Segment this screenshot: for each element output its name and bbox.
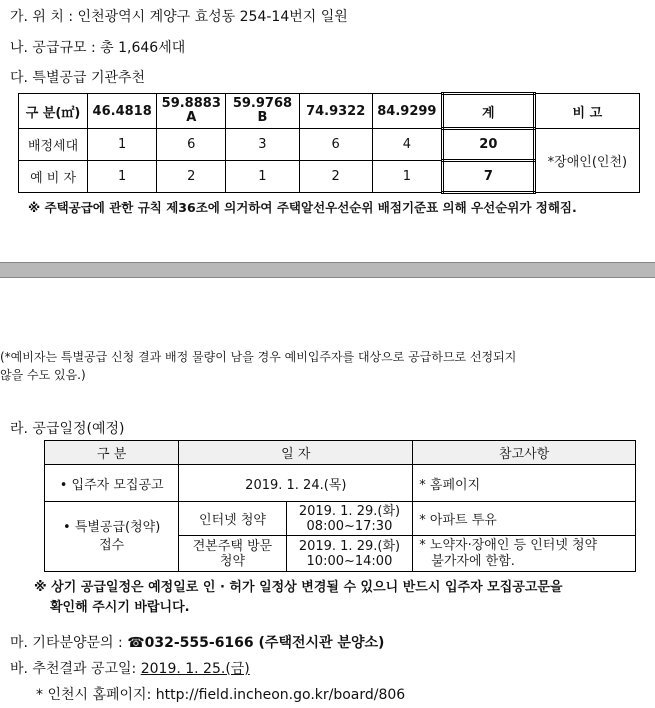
remark-header: 비 고 xyxy=(534,94,639,129)
size-46: 46.4818 xyxy=(88,94,157,129)
schedule-table xyxy=(44,440,636,572)
unit-allocation-table xyxy=(18,92,640,194)
cell: 4 xyxy=(372,129,442,161)
row2-label xyxy=(45,502,179,572)
sub2-date-line1: 2019. 1. 29.(화) xyxy=(298,538,401,554)
location-line: 가. 위 치 : 인천광역시 계양구 효성동 254-14번지 일원 xyxy=(10,9,348,25)
cell: 1 xyxy=(372,161,442,193)
sub1-method: 인터넷 청약 xyxy=(179,502,286,536)
col-category: 구 분 xyxy=(45,441,179,465)
total-reserve: 7 xyxy=(442,161,534,193)
inquiry-label: 마. 기타분양문의 : xyxy=(10,635,128,651)
total-assigned: 20 xyxy=(442,129,534,161)
row-label-reserve: 예 비 자 xyxy=(19,161,88,193)
sub2-note-line1: * 노약자·장애인 등 인터넷 청약 xyxy=(419,537,598,553)
announcement-line xyxy=(10,658,250,678)
sub2-date-line2: 10:00~14:00 xyxy=(306,553,393,569)
total-header: 계 xyxy=(442,94,534,129)
size-84: 84.9299 xyxy=(372,94,442,129)
size-59a: 59.8883 A xyxy=(157,94,226,129)
row2-label-line2: 접수 xyxy=(99,537,125,553)
priority-note: ※ 주택공급에 관한 규칙 제36조에 의거하여 주택알선우선순위 배점기준표 의해 우선순위가 정해짐. xyxy=(28,200,577,215)
size-74: 74.9322 xyxy=(299,94,372,129)
sub2-note-line2: 불가자에 한함. xyxy=(431,553,515,569)
sub1-date-line2: 08:00~17:30 xyxy=(306,518,393,534)
sub2-date xyxy=(286,536,413,572)
cell: 1 xyxy=(226,161,299,193)
sub1-date xyxy=(286,502,413,536)
row1-label: • 입주자 모집공고 xyxy=(45,465,179,502)
cell: 2 xyxy=(299,161,372,193)
homepage-line[interactable]: * 인천시 홈페이지: http://field.incheon.go.kr/board/806 xyxy=(36,687,406,703)
cell: 2 xyxy=(157,161,226,193)
inquiry-phone[interactable]: ☎032-555-6166 (주택전시관 분양소) xyxy=(127,635,385,651)
page-divider xyxy=(0,262,655,278)
cell: 3 xyxy=(226,129,299,161)
announcement-label: 바. 추천결과 공고일: xyxy=(10,661,141,677)
row1-date: 2019. 1. 24.(목) xyxy=(179,465,413,502)
sub2-note xyxy=(413,536,636,572)
cell: 6 xyxy=(157,129,226,161)
supply-scale-line: 나. 공급규모 : 총 1,646세대 xyxy=(10,40,186,56)
sub2-method-line2: 청약 xyxy=(219,553,246,569)
sub1-note: * 아파트 투유 xyxy=(413,502,636,536)
reserve-note-line2: 않을 수도 있음.) xyxy=(0,368,86,382)
head-label: 구 분(㎡) xyxy=(19,94,88,129)
row1-note: * 홈페이지 xyxy=(413,465,636,502)
special-supply-heading: 다. 특별공급 기관추천 xyxy=(10,70,146,86)
size-59b: 59.9768 B xyxy=(226,94,299,129)
cell: 1 xyxy=(88,129,157,161)
row-label-assigned: 배정세대 xyxy=(19,129,88,161)
announcement-date: 2019. 1. 25.(금) xyxy=(140,661,250,677)
schedule-heading: 라. 공급일정(예정) xyxy=(10,421,125,437)
inquiry-line xyxy=(10,632,384,652)
col-notes: 참고사항 xyxy=(413,441,636,465)
schedule-note-line1: ※ 상기 공급일정은 예정일로 인 · 허가 일정상 변경될 수 있으니 반드시 입주자 모집공고문을 xyxy=(34,580,563,595)
sub2-method xyxy=(179,536,286,572)
sub2-method-line1: 견본주택 방문 xyxy=(192,538,273,554)
remark-cell: *장애인(인천) xyxy=(534,129,639,193)
sub1-date-line1: 2019. 1. 29.(화) xyxy=(298,503,401,519)
cell: 6 xyxy=(299,129,372,161)
reserve-note-line1: (*예비자는 특별공급 신청 결과 배정 물량이 남을 경우 예비입주자를 대상으로 공급하므로 선정되지 xyxy=(0,350,517,364)
cell: 1 xyxy=(88,161,157,193)
row2-label-line1: • 특별공급(청약) xyxy=(63,519,161,535)
col-date: 일 자 xyxy=(179,441,413,465)
schedule-note-line2: 확인해 주시기 바랍니다. xyxy=(50,600,190,615)
